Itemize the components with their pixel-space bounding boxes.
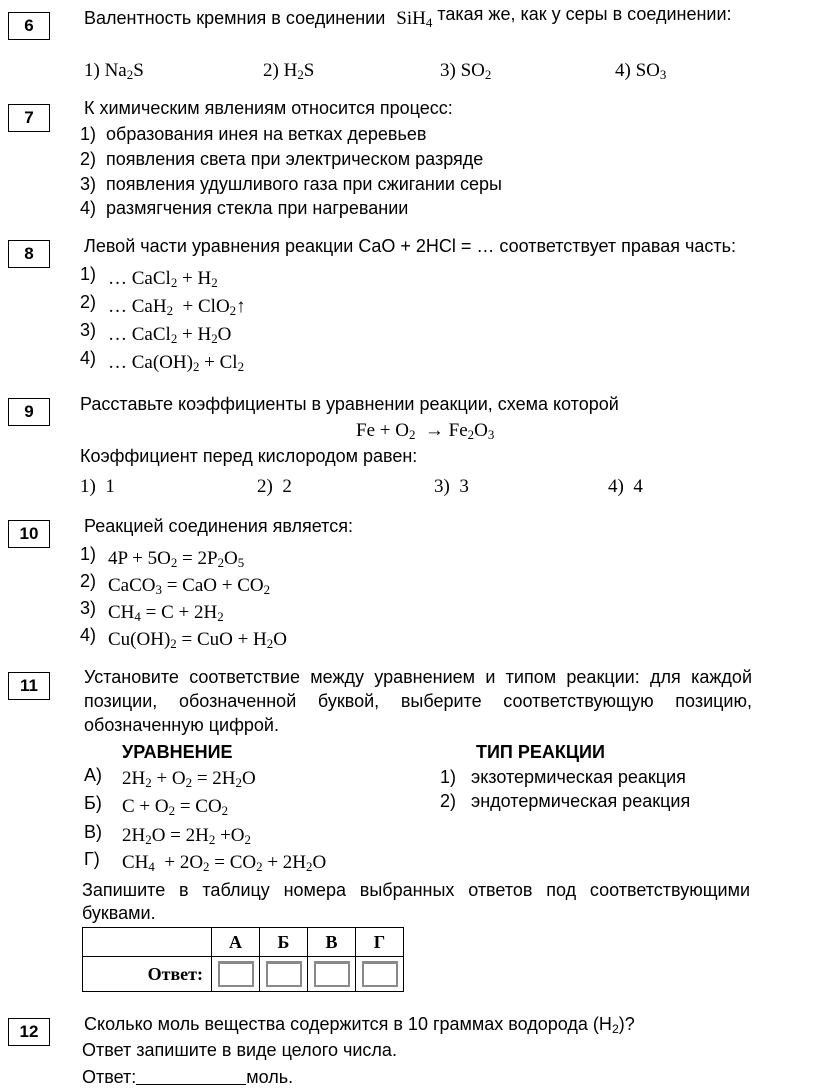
answer-table-header-g: Г bbox=[356, 928, 404, 957]
question-12-line-2: Ответ запишите в виде целого числа. bbox=[82, 1040, 397, 1060]
q10-option-2[interactable]: CaCO$_3$ = CaO + $CO_2$ bbox=[108, 575, 271, 598]
answer-table-header-row bbox=[83, 928, 404, 957]
question-8-text: Левой части уравнения реакции CaO + 2HCl = … соответствует правая часть: bbox=[84, 236, 737, 256]
q12-answer-row bbox=[82, 1066, 293, 1088]
q10-option-1[interactable]: $4P + 5O_2 = 2P_2O_5$ bbox=[108, 548, 245, 571]
q8-option-2[interactable]: … CaH$_2$ + ClO$_2$↑ bbox=[108, 296, 246, 319]
q10-option-1-num[interactable]: 1) bbox=[80, 544, 97, 564]
q8-option-3[interactable]: … CaCl$_2$ + $H_2O$ bbox=[108, 324, 232, 347]
q11-letter-a: А) bbox=[84, 765, 102, 785]
q11-letter-v: В) bbox=[84, 822, 102, 842]
q11-letter-g: Г) bbox=[84, 849, 100, 869]
q11-equation-a: $2H_2 + O_2 = 2H_2O$ bbox=[122, 768, 256, 791]
answer-table-corner bbox=[83, 928, 212, 957]
answer-cell-b[interactable] bbox=[260, 957, 308, 992]
q11-equation-g: $CH_4 + 2O_2 = CO_2 + 2H_2O$ bbox=[122, 852, 327, 875]
q10-option-3-num[interactable]: 3) bbox=[80, 598, 97, 618]
question-10-text: Реакцией соединения является: bbox=[84, 516, 353, 536]
q11-equation-v: $2H_2O = 2H_2 +O_2$ bbox=[122, 825, 251, 848]
q6-option-1[interactable]: 1) $Na_2S$ bbox=[84, 60, 144, 83]
q6-option-4[interactable]: 4) $SO_3$ bbox=[615, 60, 667, 83]
q9-option-1[interactable]: 1) 1 bbox=[80, 476, 115, 497]
question-number-11: 11 bbox=[8, 672, 50, 700]
q10-option-4-num[interactable]: 4) bbox=[80, 625, 97, 645]
answer-cell-g[interactable] bbox=[356, 957, 404, 992]
answer-cell-v[interactable] bbox=[308, 957, 356, 992]
answer-table-header-b: Б bbox=[260, 928, 308, 957]
answer-table-q11 bbox=[82, 927, 404, 992]
q6-option-3[interactable]: 3) $SO_2$ bbox=[440, 60, 492, 83]
question-number-10: 10 bbox=[8, 520, 50, 548]
question-12-text: Сколько моль вещества содержится в 10 граммах водорода $(H_2)$? bbox=[84, 1014, 635, 1037]
q10-option-4[interactable]: $Cu(OH)_2$ = CuO + $H_2O$ bbox=[108, 629, 287, 652]
q10-option-2-num[interactable]: 2) bbox=[80, 571, 97, 591]
question-9-text: Расставьте коэффициенты в уравнении реакции, схема которой bbox=[80, 394, 619, 414]
q8-option-1[interactable]: … CaCl$_2$ + $H_2$ bbox=[108, 268, 218, 291]
q12-unit: моль. bbox=[246, 1067, 294, 1087]
question-11-line-3: обозначенную цифрой. bbox=[84, 715, 279, 735]
q11-letter-b: Б) bbox=[84, 793, 102, 813]
answer-table-header-v: В bbox=[308, 928, 356, 957]
formula-sih4: SiH$_4$ bbox=[396, 8, 433, 31]
q7-option-2[interactable]: 2) появления света при электрическом разряде bbox=[80, 149, 484, 169]
q10-option-3[interactable]: $CH_4 = C + 2H_2$ bbox=[108, 602, 224, 625]
q11-equation-b: $C + O_2 = CO_2$ bbox=[122, 796, 229, 819]
question-6-text: Валентность кремния в соединении SiH$_4$ такая же, как у серы в соединении: bbox=[84, 4, 732, 31]
answer-label: Ответ: bbox=[83, 957, 212, 992]
q12-answer-label: Ответ: bbox=[82, 1067, 137, 1087]
q9-scheme: $Fe + O_2 \to Fe_2O_3$ bbox=[356, 420, 495, 443]
q8-option-2-num[interactable]: 2) bbox=[80, 292, 97, 312]
question-number-6: 6 bbox=[8, 12, 50, 40]
q7-option-4[interactable]: 4) размягчения стекла при нагревании bbox=[80, 198, 409, 218]
question-7-text: К химическим явлениям относится процесс: bbox=[84, 98, 453, 118]
q8-option-1-num[interactable]: 1) bbox=[80, 264, 97, 284]
q11-type-1: 1) экзотермическая реакция bbox=[440, 767, 686, 787]
question-number-9: 9 bbox=[8, 398, 50, 426]
question-number-7: 7 bbox=[8, 104, 50, 132]
equation-column-header: УРАВНЕНИЕ bbox=[122, 742, 233, 762]
q9-option-4[interactable]: 4) 4 bbox=[608, 476, 643, 497]
question-number-8: 8 bbox=[8, 240, 50, 268]
answer-cell-a[interactable] bbox=[212, 957, 260, 992]
answer-table-header-a: А bbox=[212, 928, 260, 957]
question-9-text-2: Коэффициент перед кислородом равен: bbox=[80, 446, 418, 466]
q8-option-3-num[interactable]: 3) bbox=[80, 320, 97, 340]
q7-option-1[interactable]: 1) образования инея на ветках деревьев bbox=[80, 124, 427, 144]
q6-option-2[interactable]: 2) $H_2S$ bbox=[263, 60, 315, 83]
q9-option-3[interactable]: 3) 3 bbox=[434, 476, 469, 497]
reaction-type-column-header: ТИП РЕАКЦИИ bbox=[476, 742, 605, 762]
q11-note-line-1: Запишите в таблицу номера выбранных ответов под соответствующими bbox=[82, 880, 750, 900]
answer-table-answer-row bbox=[83, 957, 404, 992]
q11-type-2: 2) эндотермическая реакция bbox=[440, 791, 691, 811]
question-11-line-1: Установите соответствие между уравнением и типом реакции: для каждой bbox=[84, 667, 752, 687]
question-11-line-2: позиции, обозначенной буквой, выберите соответствующую позицию, bbox=[84, 691, 752, 711]
q8-option-4-num[interactable]: 4) bbox=[80, 348, 97, 368]
q8-option-4[interactable]: … $Ca(OH)_2 + Cl_2$ bbox=[108, 352, 245, 375]
q9-option-2[interactable]: 2) 2 bbox=[257, 476, 292, 497]
q11-note-line-2: буквами. bbox=[82, 903, 156, 923]
question-number-12: 12 bbox=[8, 1018, 50, 1046]
q12-answer-blank[interactable] bbox=[136, 1066, 246, 1085]
q7-option-3[interactable]: 3) появления удушливого газа при сжигании серы bbox=[80, 174, 502, 194]
